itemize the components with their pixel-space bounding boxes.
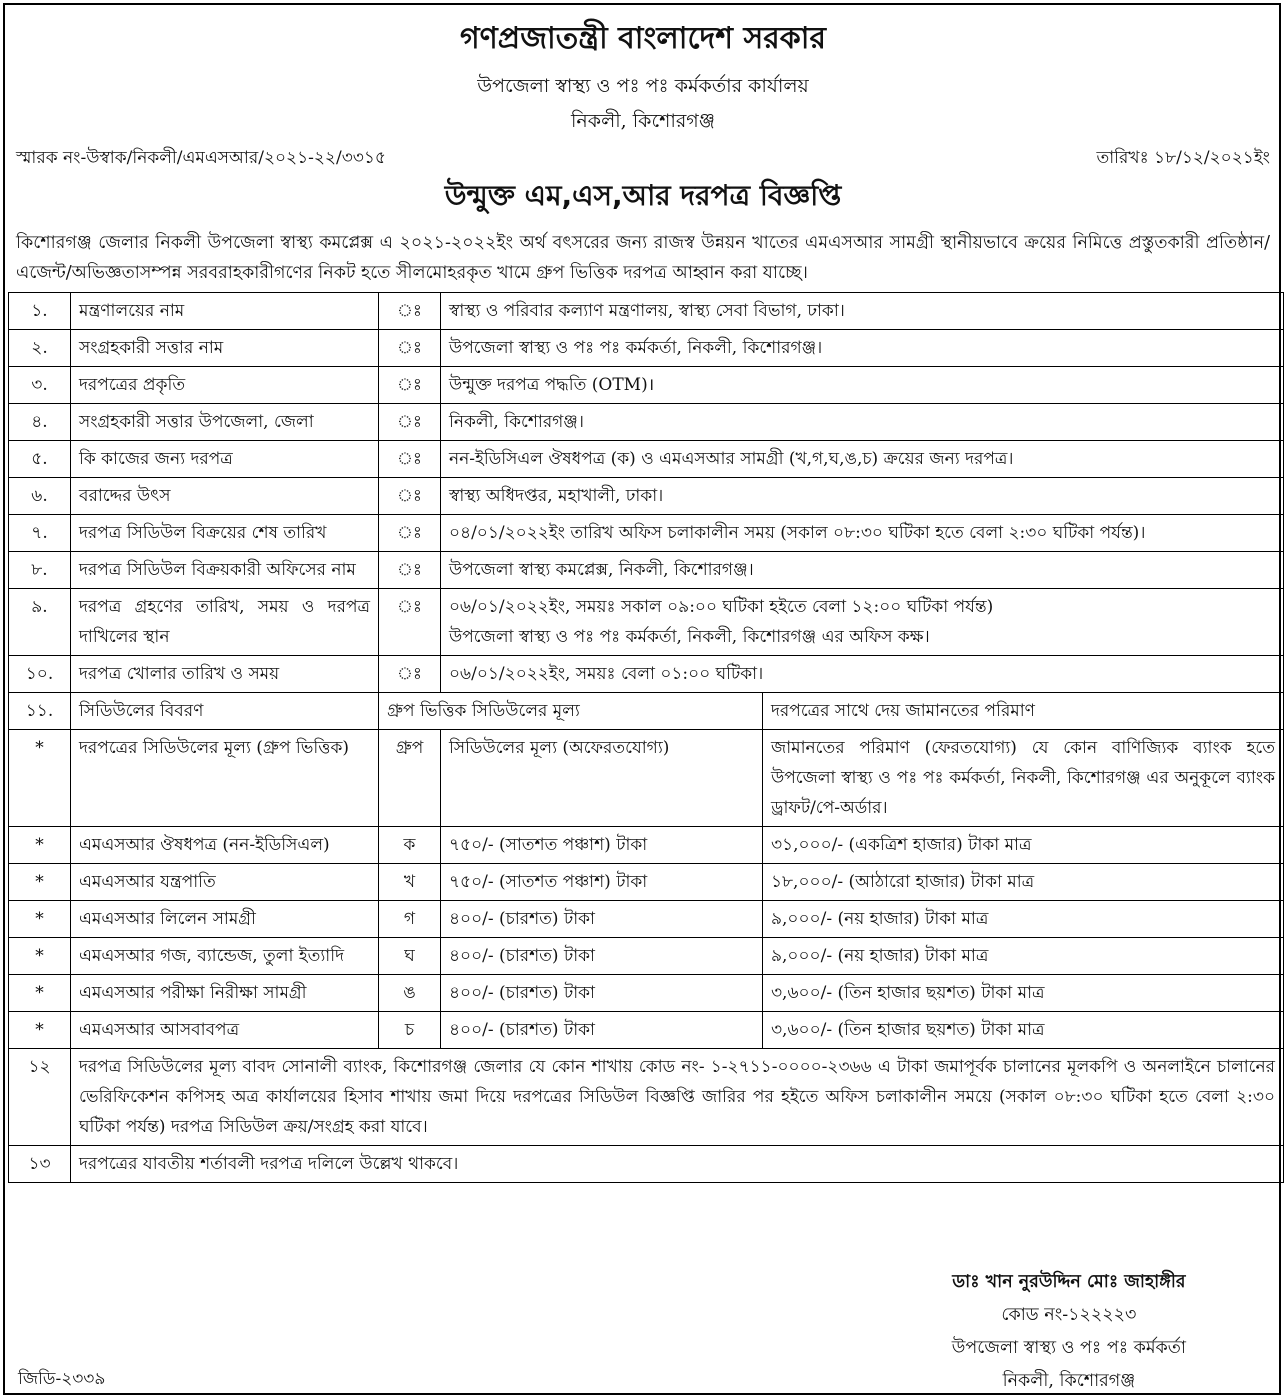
- row-number: ৫.: [9, 441, 71, 478]
- footer-row: [9, 1049, 1284, 1146]
- schedule-row: [9, 938, 1284, 975]
- row-colon: ঃ: [379, 478, 441, 515]
- signatory-place: নিকলী, কিশোরগঞ্জ: [1002, 1371, 1136, 1391]
- schedule-price: ৪০০/- (চারশত) টাকা: [441, 1012, 763, 1049]
- gd-number: জিডি-২৩৩৯: [18, 1369, 106, 1389]
- row-number: ৬.: [9, 478, 71, 515]
- row-label: দরপত্র সিডিউল বিক্রয়কারী অফিসের নাম: [71, 552, 379, 589]
- info-row: [9, 293, 1284, 330]
- row-value-line: ০৬/০১/২০২২ইং, সময়ঃ সকাল ০৯:০০ ঘটিকা হইতে বেলা ১২:০০ ঘটিকা পর্যন্ত): [449, 597, 994, 617]
- row-number: ১১.: [9, 693, 71, 730]
- row-colon: ঃ: [379, 589, 441, 656]
- schedule-group: ঘ: [379, 938, 441, 975]
- row-value-line: উপজেলা স্বাস্থ্য ও পঃ পঃ কর্মকর্তা, নিকলী, কিশোরগঞ্জ।: [449, 338, 823, 358]
- row-value: [441, 404, 1284, 441]
- schedule-row: [9, 975, 1284, 1012]
- group-column-header: গ্রুপ: [379, 730, 441, 827]
- schedule-group: ক: [379, 827, 441, 864]
- government-title: গণপ্রজাতন্ত্রী বাংলাদেশ সরকার: [460, 21, 826, 56]
- info-row: [9, 330, 1284, 367]
- row-value-line: উন্মুক্ত দরপত্র পদ্ধতি (OTM)।: [449, 375, 655, 395]
- row-value-line: ০৬/০১/২০২২ইং, সময়ঃ বেলা ০১:০০ ঘটিকা।: [449, 664, 764, 684]
- notice-title: উন্মুক্ত এম,এস,আর দরপত্র বিজ্ঞপ্তি: [444, 179, 842, 212]
- security-subheader: জামানতের পরিমাণ (ফেরতযোগ্য) যে কোন বাণিজ্যিক ব্যাংক হতে উপজেলা স্বাস্থ্য ও পঃ পঃ কর্মকর্তা, নিকলী, কিশোরগঞ্জ এর অনুকূলে ব্যাংক ড্রাফট/পে-অর্ডার।: [763, 730, 1284, 827]
- row-label: দরপত্রের প্রকৃতি: [71, 367, 379, 404]
- row-value: [441, 515, 1284, 552]
- schedule-row: [9, 864, 1284, 901]
- signatory-designation: উপজেলা স্বাস্থ্য ও পঃ পঃ কর্মকর্তা: [951, 1338, 1186, 1358]
- schedule-price: ৪০০/- (চারশত) টাকা: [441, 975, 763, 1012]
- row-value-line: নিকলী, কিশোরগঞ্জ।: [449, 412, 584, 432]
- schedule-subheader-row: [9, 730, 1284, 827]
- intro-paragraph: কিশোরগঞ্জ জেলার নিকলী উপজেলা স্বাস্থ্য কমপ্লেক্স এ ২০২১-২০২২ইং অর্থ বৎসরের জন্য রাজস্ব উন্নয়ন খাতের এমএসআর সামগ্রী স্থানীয়ভাবে ক্রয়ের নিমিত্তে প্রস্তুতকারী প্রতিষ্ঠান/এজেন্ট/অভিজ্ঞতাসম্পন্ন সরবরাহকারীগণের নিকট হতে সীলমোহরকৃত খামে গ্রুপ ভিত্তিক দরপত্র আহ্বান করা যাচ্ছে।: [16, 233, 1270, 283]
- schedule-row: [9, 901, 1284, 938]
- footer-text: দরপত্রের যাবতীয় শর্তাবলী দরপত্র দলিলে উল্লেখ থাকবে।: [71, 1146, 1284, 1183]
- row-colon: ঃ: [379, 656, 441, 693]
- info-row: [9, 441, 1284, 478]
- row-colon: ঃ: [379, 293, 441, 330]
- row-number: ২.: [9, 330, 71, 367]
- row-colon: ঃ: [379, 552, 441, 589]
- row-number: ৯.: [9, 589, 71, 656]
- row-marker: *: [9, 901, 71, 938]
- signature-block: [952, 1266, 1186, 1398]
- office-location: নিকলী, কিশোরগঞ্জ: [571, 110, 715, 132]
- price-subheader: সিডিউলের মূল্য (অফেরতযোগ্য): [441, 730, 763, 827]
- schedule-group: খ: [379, 864, 441, 901]
- schedule-item: এমএসআর ঔষধপত্র (নন-ইডিসিএল): [71, 827, 379, 864]
- row-value: [441, 478, 1284, 515]
- info-row: [9, 552, 1284, 589]
- row-label: দরপত্র সিডিউল বিক্রয়ের শেষ তারিখ: [71, 515, 379, 552]
- row-value: [441, 330, 1284, 367]
- signatory-code: কোড নং-১২২২২৩: [1001, 1305, 1137, 1325]
- info-rows: [9, 293, 1284, 693]
- row-number: ১০.: [9, 656, 71, 693]
- row-label: দরপত্র গ্রহণের তারিখ, সময় ও দরপত্র দাখিলের স্থান: [71, 589, 379, 656]
- schedule-group: ঙ: [379, 975, 441, 1012]
- row-value-line: স্বাস্থ্য অধিদপ্তর, মহাখালী, ঢাকা।: [449, 486, 664, 506]
- row-number: ৭.: [9, 515, 71, 552]
- schedule-section: [9, 693, 1284, 827]
- row-value-line: নন-ইডিসিএল ঔষধপত্র (ক) ও এমএসআর সামগ্রী (খ,গ,ঘ,ঙ,চ) ক্রয়ের জন্য দরপত্র।: [449, 449, 1014, 469]
- row-value: [441, 441, 1284, 478]
- row-label: দরপত্রের সিডিউলের মূল্য (গ্রুপ ভিত্তিক): [71, 730, 379, 827]
- memo-number: স্মারক নং-উস্বাক/নিকলী/এমএসআর/২০২১-২২/৩৩১৫: [16, 148, 386, 168]
- info-row: [9, 515, 1284, 552]
- info-row: [9, 404, 1284, 441]
- schedule-item: এমএসআর পরীক্ষা নিরীক্ষা সামগ্রী: [71, 975, 379, 1012]
- schedule-security: ১৮,০০০/- (আঠারো হাজার) টাকা মাত্র: [763, 864, 1284, 901]
- row-label: সিডিউলের বিবরণ: [71, 693, 379, 730]
- row-label: দরপত্র খোলার তারিখ ও সময়: [71, 656, 379, 693]
- schedule-item: এমএসআর লিলেন সামগ্রী: [71, 901, 379, 938]
- row-value: [441, 552, 1284, 589]
- schedule-item: এমএসআর যন্ত্রপাতি: [71, 864, 379, 901]
- schedule-row: [9, 1012, 1284, 1049]
- row-number: ১৩: [9, 1146, 71, 1183]
- row-marker: *: [9, 730, 71, 827]
- notice-date: তারিখঃ ১৮/১২/২০২১ইং: [1096, 148, 1270, 168]
- security-column-header: দরপত্রের সাথে দেয় জামানতের পরিমাণ: [763, 693, 1284, 730]
- schedule-price: ৭৫০/- (সাতশত পঞ্চাশ) টাকা: [441, 864, 763, 901]
- info-row: [9, 656, 1284, 693]
- row-label: বরাদ্দের উৎস: [71, 478, 379, 515]
- schedule-header-row: [9, 693, 1284, 730]
- row-value: [441, 656, 1284, 693]
- row-colon: ঃ: [379, 404, 441, 441]
- schedule-group: চ: [379, 1012, 441, 1049]
- price-column-header: গ্রুপ ভিত্তিক সিডিউলের মূল্য: [379, 693, 763, 730]
- schedule-rows: [9, 827, 1284, 1049]
- row-marker: *: [9, 938, 71, 975]
- footer-rows: [9, 1049, 1284, 1183]
- row-label: মন্ত্রণালয়ের নাম: [71, 293, 379, 330]
- row-colon: ঃ: [379, 441, 441, 478]
- schedule-security: ৩,৬০০/- (তিন হাজার ছয়শত) টাকা মাত্র: [763, 1012, 1284, 1049]
- row-colon: ঃ: [379, 330, 441, 367]
- schedule-item: এমএসআর গজ, ব্যান্ডেজ, তুলা ইত্যাদি: [71, 938, 379, 975]
- tender-table: [8, 292, 1284, 1183]
- signatory-name: ডাঃ খান নুরউদ্দিন মোঃ জাহাঙ্গীর: [952, 1272, 1186, 1292]
- schedule-security: ৩১,০০০/- (একত্রিশ হাজার) টাকা মাত্র: [763, 827, 1284, 864]
- info-row: [9, 367, 1284, 404]
- schedule-row: [9, 827, 1284, 864]
- row-marker: *: [9, 975, 71, 1012]
- info-row: [9, 589, 1284, 656]
- row-value-line: স্বাস্থ্য ও পরিবার কল্যাণ মন্ত্রণালয়, স্বাস্থ্য সেবা বিভাগ, ঢাকা।: [449, 301, 845, 321]
- schedule-security: ৯,০০০/- (নয় হাজার) টাকা মাত্র: [763, 938, 1284, 975]
- row-value: [441, 589, 1284, 656]
- schedule-group: গ: [379, 901, 441, 938]
- row-colon: ঃ: [379, 515, 441, 552]
- schedule-item: এমএসআর আসবাবপত্র: [71, 1012, 379, 1049]
- row-label: সংগ্রহকারী সত্তার নাম: [71, 330, 379, 367]
- row-number: ১২: [9, 1049, 71, 1146]
- row-number: ৪.: [9, 404, 71, 441]
- row-number: ৮.: [9, 552, 71, 589]
- schedule-security: ৯,০০০/- (নয় হাজার) টাকা মাত্র: [763, 901, 1284, 938]
- row-number: ১.: [9, 293, 71, 330]
- row-marker: *: [9, 827, 71, 864]
- row-value-line: ০৪/০১/২০২২ইং তারিখ অফিস চলাকালীন সময় (সকাল ০৮:৩০ ঘটিকা হতে বেলা ২:৩০ ঘটিকা পর্যন্ত)।: [449, 523, 1146, 543]
- row-value-line: উপজেলা স্বাস্থ্য ও পঃ পঃ কর্মকর্তা, নিকলী, কিশোরগঞ্জ এর অফিস কক্ষ।: [449, 627, 930, 647]
- schedule-price: ৭৫০/- (সাতশত পঞ্চাশ) টাকা: [441, 827, 763, 864]
- row-marker: *: [9, 864, 71, 901]
- row-marker: *: [9, 1012, 71, 1049]
- row-value: [441, 367, 1284, 404]
- schedule-price: ৪০০/- (চারশত) টাকা: [441, 938, 763, 975]
- row-value: [441, 293, 1284, 330]
- footer-text: দরপত্র সিডিউলের মূল্য বাবদ সোনালী ব্যাংক, কিশোরগঞ্জ জেলার যে কোন শাখায় কোড নং- ১-২৭১১-০০০০-২৩৬৬ এ টাকা জমাপূর্বক চালানের মূলকপি ও অনলাইনে চালানের ভেরিফিকেশন কপিসহ অত্র কার্যালয়ের হিসাব শাখায় জমা দিয়ে দরপত্রের সিডিউল বিজ্ঞপ্তি জারির পর হইতে অফিস চলাকালীন সময়ে (সকাল ০৮:৩০ ঘটিকা হতে বেলা ২:৩০ ঘটিকা পর্যন্ত) দরপত্র সিডিউল ক্রয়/সংগ্রহ করা যাবে।: [71, 1049, 1284, 1146]
- schedule-security: ৩,৬০০/- (তিন হাজার ছয়শত) টাকা মাত্র: [763, 975, 1284, 1012]
- schedule-price: ৪০০/- (চারশত) টাকা: [441, 901, 763, 938]
- office-name: উপজেলা স্বাস্থ্য ও পঃ পঃ কর্মকর্তার কার্যালয়: [477, 75, 809, 97]
- footer-row: [9, 1146, 1284, 1183]
- row-number: ৩.: [9, 367, 71, 404]
- info-row: [9, 478, 1284, 515]
- row-value-line: উপজেলা স্বাস্থ্য কমপ্লেক্স, নিকলী, কিশোরগঞ্জ।: [449, 560, 754, 580]
- row-label: কি কাজের জন্য দরপত্র: [71, 441, 379, 478]
- row-label: সংগ্রহকারী সত্তার উপজেলা, জেলা: [71, 404, 379, 441]
- row-colon: ঃ: [379, 367, 441, 404]
